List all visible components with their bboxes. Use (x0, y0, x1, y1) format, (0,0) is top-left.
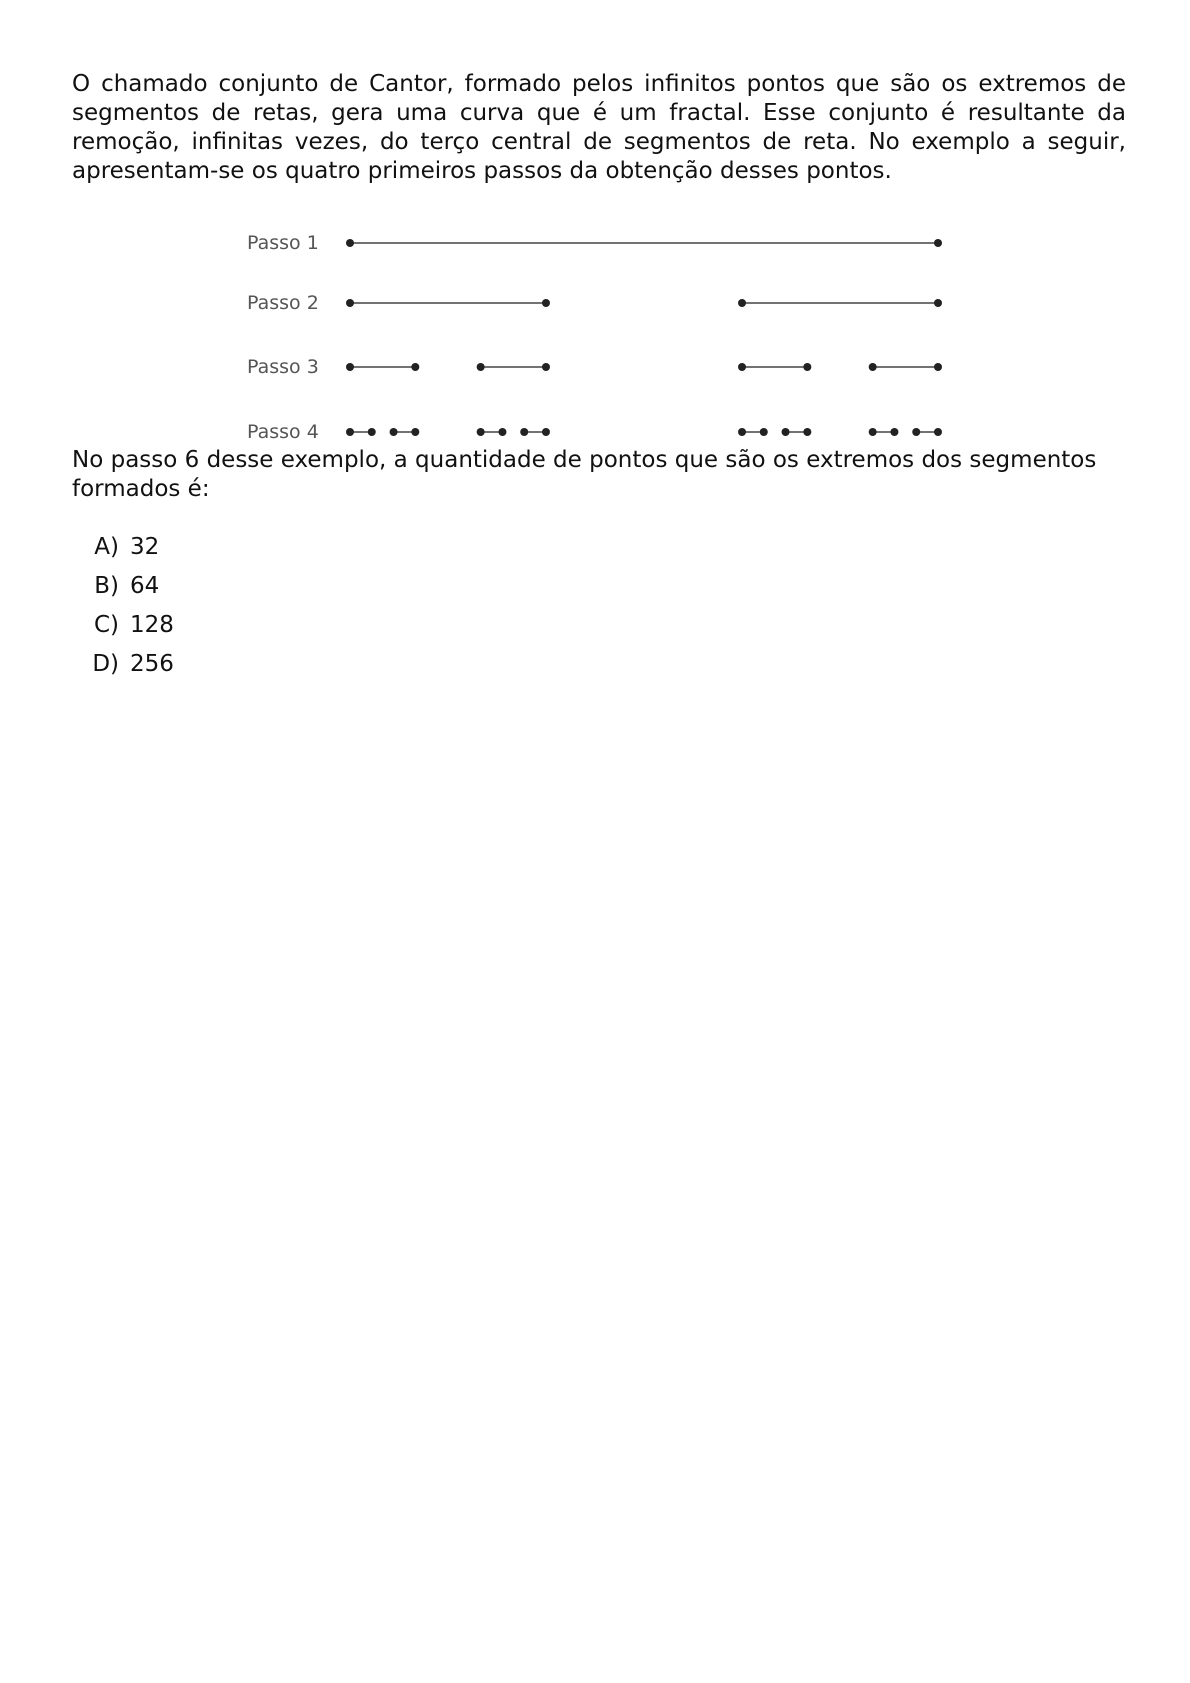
step-label: Passo 2 (247, 292, 319, 314)
step-row (247, 292, 942, 314)
option-value: 128 (130, 612, 174, 638)
endpoint-dot (542, 428, 550, 436)
option-value: 64 (130, 573, 160, 599)
endpoint-dot (934, 239, 942, 247)
endpoint-dot (760, 428, 768, 436)
endpoint-dot (542, 299, 550, 307)
endpoint-dot (520, 428, 528, 436)
step-row (247, 356, 942, 378)
step-row (247, 232, 942, 254)
endpoint-dot (477, 363, 485, 371)
endpoint-dot (477, 428, 485, 436)
option-letter: B) (94, 573, 119, 599)
option-a[interactable] (72, 528, 1126, 567)
option-d[interactable] (72, 645, 1126, 684)
endpoint-dot (782, 428, 790, 436)
endpoint-dot (803, 363, 811, 371)
step-label: Passo 3 (247, 356, 319, 378)
endpoint-dot (869, 428, 877, 436)
option-c[interactable] (72, 606, 1126, 645)
endpoint-dot (346, 428, 354, 436)
endpoint-dot (738, 428, 746, 436)
intro-paragraph: O chamado conjunto de Cantor, formado pelos infinitos pontos que são os extremos de segmentos de retas, gera uma curva que é um fractal. Esse conjunto é resultante da remoção, infinitas vezes, do terço central de segmentos de reta. No exemplo a seguir, apresentam-se os quatro primeiros passos da obtenção desses pontos. (72, 71, 1126, 184)
option-letter: A) (94, 534, 119, 560)
endpoint-dot (738, 299, 746, 307)
endpoint-dot (346, 239, 354, 247)
cantor-set-figure (72, 220, 1126, 446)
option-letter: C) (93, 612, 119, 638)
cantor-set-diagram (72, 220, 1126, 446)
endpoint-dot (542, 363, 550, 371)
endpoint-dot (934, 363, 942, 371)
endpoint-dot (869, 363, 877, 371)
question-paragraph: No passo 6 desse exemplo, a quantidade de pontos que são os extremos dos segmentos formados é: (72, 447, 1097, 502)
answer-options (72, 528, 1126, 684)
endpoint-dot (934, 428, 942, 436)
endpoint-dot (390, 428, 398, 436)
endpoint-dot (346, 299, 354, 307)
step-label: Passo 1 (247, 232, 319, 254)
option-value: 256 (130, 651, 174, 677)
endpoint-dot (934, 299, 942, 307)
step-row (247, 421, 942, 443)
step-label: Passo 4 (247, 421, 319, 443)
endpoint-dot (346, 363, 354, 371)
endpoint-dot (411, 428, 419, 436)
document-page (72, 70, 1126, 684)
endpoint-dot (912, 428, 920, 436)
endpoint-dot (368, 428, 376, 436)
endpoint-dot (803, 428, 811, 436)
option-letter: D) (92, 651, 119, 677)
endpoint-dot (890, 428, 898, 436)
endpoint-dot (411, 363, 419, 371)
option-b[interactable] (72, 567, 1126, 606)
endpoint-dot (498, 428, 506, 436)
endpoint-dot (738, 363, 746, 371)
option-value: 32 (130, 534, 160, 560)
